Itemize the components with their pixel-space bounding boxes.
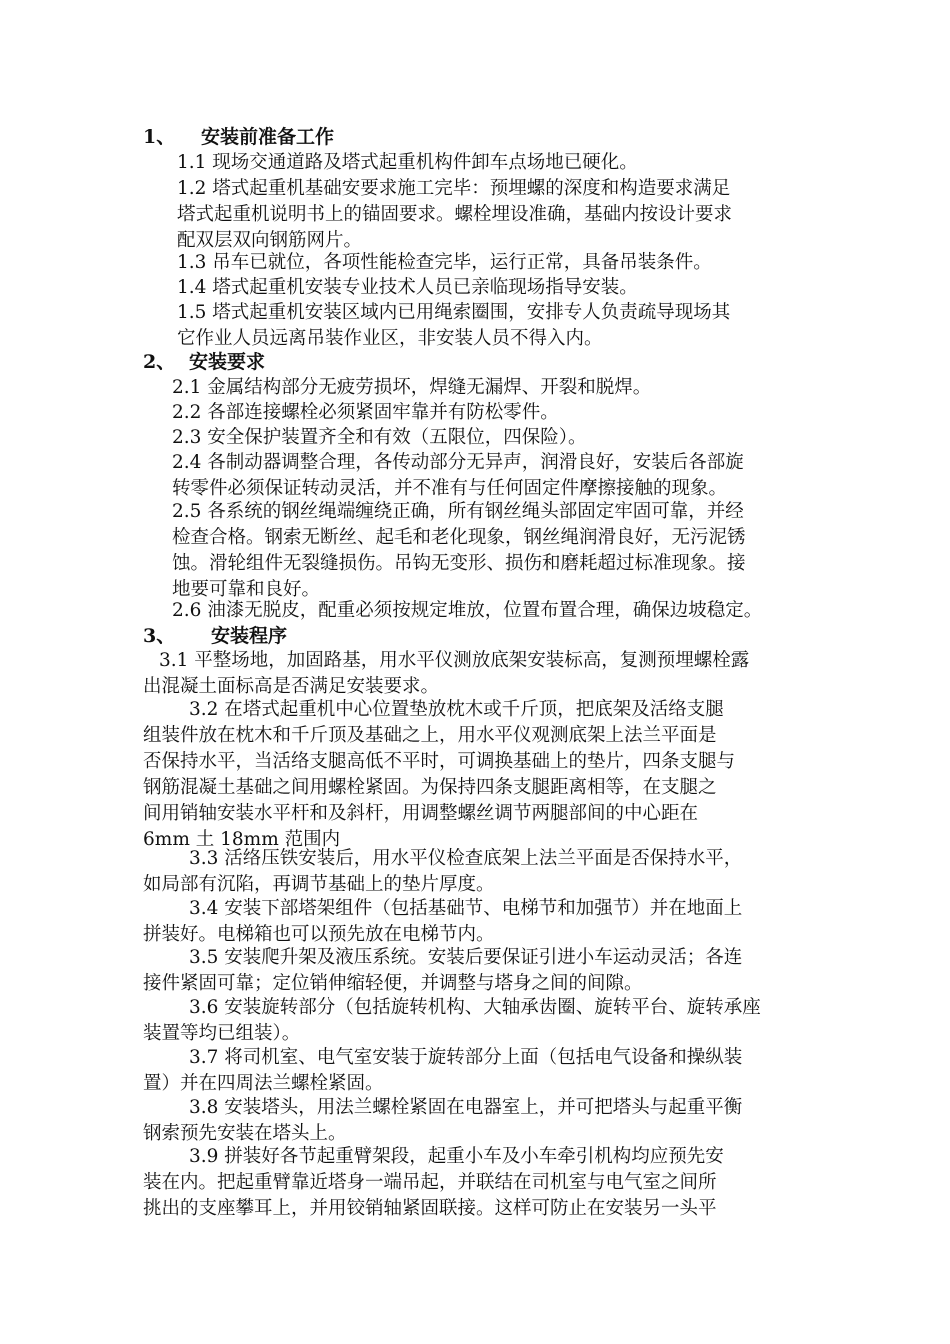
paragraph-line: 挑出的支座攀耳上，并用铰销轴紧固联接。这样可防止在安装另一头平 — [143, 1198, 717, 1219]
paragraph-line: 配双层双向钢筋网片。 — [177, 230, 363, 251]
paragraph-line: 2.1 金属结构部分无疲劳损坏，焊缝无漏焊、开裂和脱焊。 — [172, 377, 652, 398]
paragraph-line: 3.1 平整场地，加固路基，用水平仪测放底架安装标高，复测预埋螺栓露 — [159, 650, 750, 671]
paragraph — [143, 995, 813, 1047]
paragraph-line: 如局部有沉陷，再调节基础上的垫片厚度。 — [143, 874, 495, 895]
paragraph-line: 2.5 各系统的钢丝绳端缠绕正确，所有钢丝绳头部固定牢固可靠，并经 — [172, 501, 744, 522]
paragraph — [143, 945, 813, 997]
paragraph-line: 2.6 油漆无脱皮，配重必须按规定堆放，位置布置合理，确保边坡稳定。 — [172, 600, 763, 621]
paragraph — [143, 1095, 813, 1147]
paragraph-line: 3.2 在塔式起重机中心位置垫放枕木或千斤顶，把底架及活络支腿 — [189, 699, 724, 720]
paragraph-line: 2.3 安全保护装置齐全和有效（五限位，四保险）。 — [172, 427, 587, 448]
paragraph — [177, 150, 847, 176]
paragraph-line: 3.3 活络压铁安装后，用水平仪检查底架上法兰平面是否保持水平， — [189, 848, 743, 869]
paragraph-line: 接件紧固可靠；定位销伸缩轻便，并调整与塔身之间的间隙。 — [143, 973, 643, 994]
paragraph-line: 它作业人员远离吊装作业区，非安装人员不得入内。 — [177, 328, 603, 349]
paragraph-line: 2.4 各制动器调整合理，各传动部分无异声，润滑良好，安装后各部旋 — [172, 452, 744, 473]
paragraph-line: 1.1 现场交通道路及塔式起重机构件卸车点场地已硬化。 — [177, 152, 638, 173]
paragraph — [143, 1144, 813, 1222]
paragraph — [143, 1045, 813, 1097]
section-number: 2、 — [143, 351, 176, 373]
paragraph — [172, 400, 842, 426]
paragraph-line: 出混凝土面标高是否满足安装要求。 — [143, 676, 440, 697]
paragraph — [143, 846, 813, 898]
paragraph-line: 钢索预先安装在塔头上。 — [143, 1123, 347, 1144]
section-number: 3、 — [143, 625, 176, 647]
paragraph-line: 组装件放在枕木和千斤顶及基础之上，用水平仪观测底架上法兰平面是 — [143, 725, 717, 746]
paragraph-line: 3.8 安装塔头，用法兰螺栓紧固在电器室上，并可把塔头与起重平衡 — [189, 1097, 743, 1118]
paragraph-line: 钢筋混凝土基础之间用螺栓紧固。为保持四条支腿距离相等，在支腿之 — [143, 777, 717, 798]
paragraph-line: 2.2 各部连接螺栓必须紧固牢靠并有防松零件。 — [172, 402, 559, 423]
paragraph — [172, 375, 842, 401]
paragraph-line: 6mm 土 18mm 范围内 — [143, 829, 341, 850]
paragraph — [143, 896, 813, 948]
paragraph — [177, 275, 847, 301]
paragraph — [177, 300, 847, 352]
paragraph — [143, 697, 813, 853]
section-heading — [143, 124, 334, 150]
paragraph-line: 装在内。把起重臂靠近塔身一端吊起，并联结在司机室与电气室之间所 — [143, 1172, 717, 1193]
paragraph-line: 3.5 安装爬升架及液压系统。安装后要保证引进小车运动灵活；各连 — [189, 947, 743, 968]
paragraph-line: 3.7 将司机室、电气室安装于旋转部分上面（包括电气设备和操纵装 — [189, 1047, 743, 1068]
paragraph — [177, 176, 847, 254]
section-number: 1、 — [143, 126, 176, 148]
paragraph-line: 拼装好。电梯箱也可以预先放在电梯节内。 — [143, 924, 495, 945]
paragraph — [143, 648, 813, 700]
paragraph-line: 1.5 塔式起重机安装区域内已用绳索圈围，安排专人负责疏导现场其 — [177, 302, 731, 323]
section-title: 安装程序 — [211, 625, 288, 647]
paragraph-line: 3.4 安装下部塔架组件（包括基础节、电梯节和加强节）并在地面上 — [189, 898, 743, 919]
paragraph — [177, 250, 847, 276]
paragraph-line: 1.2 塔式起重机基础安要求施工完毕：预埋螺的深度和构造要求满足 — [177, 178, 731, 199]
paragraph — [172, 499, 842, 603]
section-title: 安装要求 — [189, 351, 266, 373]
paragraph-line: 蚀。滑轮组件无裂缝损伤。吊钩无变形、损伤和磨耗超过标准现象。接 — [172, 553, 746, 574]
paragraph-line: 转零件必须保证转动灵活，并不准有与任何固定件摩擦接触的现象。 — [172, 478, 728, 499]
paragraph-line: 间用销轴安装水平杆和及斜杆，用调整螺丝调节两腿部间的中心距在 — [143, 803, 699, 824]
paragraph-line: 塔式起重机说明书上的锚固要求。螺栓埋设准确，基础内按设计要求 — [177, 204, 733, 225]
paragraph-line: 地要可靠和良好。 — [172, 579, 321, 600]
paragraph-line: 3.9 拼装好各节起重臂架段，起重小车及小车牵引机构均应预先安 — [189, 1146, 724, 1167]
paragraph-line: 否保持水平，当活络支腿高低不平时，可调换基础上的垫片，四条支腿与 — [143, 751, 736, 772]
paragraph-line: 检查合格。钢索无断丝、起毛和老化现象，钢丝绳润滑良好，无污泥锈 — [172, 527, 746, 548]
paragraph-line: 1.3 吊车已就位，各项性能检查完毕，运行正常，具备吊装条件。 — [177, 252, 712, 273]
paragraph-line: 1.4 塔式起重机安装专业技术人员已亲临现场指导安装。 — [177, 277, 638, 298]
paragraph-line: 置）并在四周法兰螺栓紧固。 — [143, 1073, 384, 1094]
paragraph — [172, 425, 842, 451]
section-title: 安装前准备工作 — [201, 126, 335, 148]
paragraph — [172, 598, 842, 624]
paragraph-line: 3.6 安装旋转部分（包括旋转机构、大轴承齿圈、旋转平台、旋转承座 — [189, 997, 761, 1018]
section-heading — [143, 349, 265, 375]
section-heading — [143, 623, 287, 649]
paragraph — [172, 450, 842, 502]
paragraph-line: 装置等均已组装）。 — [143, 1023, 301, 1044]
